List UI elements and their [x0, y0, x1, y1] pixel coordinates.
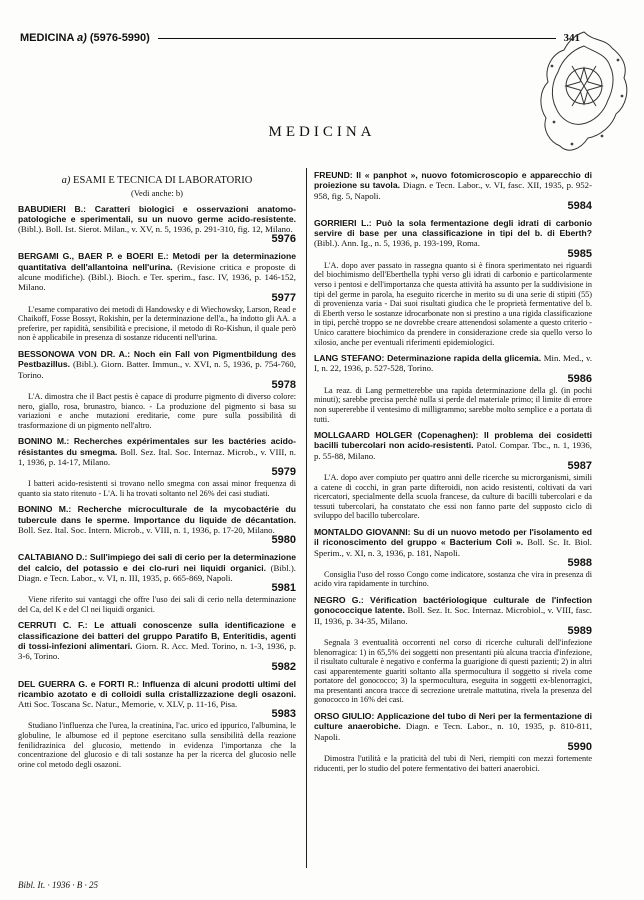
entry-title: Il « panphot », nuovo fotomicroscopio e apparecchio di proiezione su tavola.: [314, 170, 592, 191]
entry-author: MOLLGAARD HOLGER (Copenaghen):: [314, 430, 479, 441]
bibliography-entry: [314, 353, 592, 424]
entry-author: CERRUTI C. F.:: [18, 620, 88, 631]
entry-title: Noch ein Fall von Pigmentbildung des Pestbazillus.: [18, 349, 297, 370]
entry-number: 5990: [567, 740, 592, 753]
section-letter: a): [61, 175, 71, 186]
see-also-note: (Vedi anche: b): [131, 188, 183, 199]
entry-citation: [314, 711, 592, 742]
entry-author: BESSONOWA VON DR. A.:: [18, 349, 131, 360]
entry-citation: [18, 251, 296, 292]
entry-reference: Boll. Sc. It. Biol. Sperim., v. XI, n. 3, 1936, p. 181, Napoli.: [314, 537, 592, 558]
entry-title: Applicazione del tubo di Neri per la fermentazione di culture anaerobiche.: [314, 711, 593, 732]
bibliography-entry: [18, 504, 296, 546]
entry-reference: Boll. Sez. Ital. Soc. Intern. Microb., v. VIII, n. 1, 1936, p. 17-20, Milano.: [18, 524, 275, 535]
entry-title: Le attuali conoscenze sulla identificazione e classificazione dei batteri del gruppo Paratifo B, Enteritidis, agenti di tossi-infezioni alimentari.: [18, 620, 297, 651]
left-entry-list: [18, 204, 296, 770]
entry-title: Caratteri biologici e osservazioni anatomo-patologiche e sperimentali, su un nuovo germe acido-resistente.: [18, 203, 296, 224]
section-heading: [18, 176, 296, 186]
left-column: [18, 170, 296, 775]
entry-reference: Giorn. R. Acc. Med. Torino, n. 1-3, 1936, p. 3-6, Torino.: [18, 640, 296, 662]
entry-citation: [18, 504, 296, 535]
running-head-range: (5976-5990): [89, 32, 150, 44]
entry-reference: Patol. Compar. Tbc., n. 1, 1936, p. 55-88, Milano.: [314, 440, 592, 461]
entry-citation: [18, 204, 296, 235]
bibliography-entry: [314, 430, 592, 521]
entry-number: 5979: [271, 466, 296, 479]
entry-author: ORSO GIULIO:: [314, 711, 375, 722]
entry-abstract: L'A. dopo aver passato in rassegna quanto si è finora sperimentato nei riguardi del biochimismo dell'Eberthella typhi verso gli idrati di carbonio e particolarmente verso i pentosi e dell'importanza che questa attività ha assunto per la suddivisione in tipi del germe in parola, ha eseguito ricerche in merito su di una serie di stipiti (55) di provenienza varia - Dai suoi risultati giudica che le proprietà fermentative del b. di Eberth verso le sostanze idrocarbonate non si prestino a una rigida classificazione in tipi, perchè troppo se ne dovrebbe creare attenendosi solamente a questo criterio - Unico carattere biochimico da prendere in considerazione crede sia quello verso lo xilosio, anche per eventuali riferimenti epidemiologici.: [314, 260, 592, 347]
entry-reference: (Bibl.). Ann. Ig., n. 5, 1936, p. 193-199, Roma.: [314, 238, 480, 249]
entry-title: Può la sola fermentazione degli idrati di carbonio servire di base per una classificazione in tipi del b. di Eberth?: [314, 217, 593, 239]
entry-citation: [314, 527, 592, 558]
bibliography-entry: [18, 349, 296, 430]
entry-author: DEL GUERRA G. e FORTI R.:: [18, 678, 140, 689]
entry-reference: Min. Med., v. I, n. 22, 1936, p. 527-528, Torino.: [314, 353, 593, 374]
entry-author: NEGRO G.:: [314, 595, 364, 606]
entry-number: 5976: [271, 233, 296, 246]
entry-title: Il problema dei cosidetti bacilli tubercolari non acido-resistenti.: [314, 430, 592, 451]
entry-citation: [314, 430, 592, 461]
section-title: ESAMI E TECNICA DI LABORATORIO: [73, 175, 253, 186]
entry-abstract: Segnala 3 eventualità occorrenti nel corso di ricerche culturali dell'infezione blenorragica: 1) in 65,5% dei soggetti non presentanti più alcuna traccia d'infezione, il risultato culturale è negativo e conferma la guarigione di questi pazienti; 2) in altri casi apparentemente guariti soltanto alla spermocultura il soggetto si rivela come portatore del gonococco; 3) la spermocultura, eseguita in soggetti ex-blenorragici, ma presentanti ancora tracce di secrezione uretrale mattutina, rivela la presenza del gonococco in 16% dei casi.: [314, 637, 592, 705]
entry-number: 5984: [567, 199, 592, 212]
page-number: 341: [563, 32, 580, 44]
entry-title: Metodi per la determinazione quantitativa dell'allantoina nell'urina.: [18, 251, 296, 272]
entry-citation: [18, 349, 296, 380]
entry-number: 5978: [271, 378, 296, 391]
bibliography-entry: [314, 170, 592, 212]
bibliography-entry: [18, 620, 296, 672]
right-column: [314, 170, 592, 779]
entry-author: BABUDIERI B.:: [18, 203, 86, 214]
entry-reference: (Bibl.). Giorn. Batter. Immun., v. XVI, n. 5, 1936, p. 754-760, Torino.: [18, 359, 297, 380]
entry-author: BONINO M.:: [18, 504, 72, 515]
entry-abstract: Consiglia l'uso del rosso Congo come indicatore, sostanza che vira in presenza di acido vira rapidamente in turchino.: [314, 569, 592, 589]
bibliography-entry: [314, 218, 592, 347]
entry-author: FREUND:: [314, 170, 353, 180]
entry-reference: Boll. Sez. Ital. Soc. Internaz. Microb., v. VIII, n. 1, 1936, p. 14-17, Milano.: [18, 446, 296, 467]
entry-citation: [314, 218, 592, 249]
entry-reference: Boll. Sez. It. Soc. Internaz. Microbiol., v. VIII, fasc. II, 1936, p. 34-35, Milano.: [314, 605, 592, 626]
running-head-rule: [158, 38, 556, 39]
entry-abstract: Dimostra l'utilità e la praticità del tubi di Neri, riempiti con mezzi fortemente riducenti, per lo studio del potere fermentativo dei batteri anaerobici.: [314, 753, 592, 773]
entry-number: 5977: [271, 291, 296, 304]
entry-abstract: Viene riferito sui vantaggi che offre l'uso dei sali di cerio nella determinazione del Ca, del K e del Cl nei liquidi organici.: [18, 595, 296, 614]
page-footer: Bibl. It. · 1936 · B · 25: [18, 880, 98, 890]
entry-abstract: L'A. dopo aver compiuto per quattro anni delle ricerche su microrganismi, simili a catene di cocchi, in gran parte difteroidi, non acido resistenti, coltivati da vari ricercatori, specialmente della scuola francese, da culture di bacilli tubercolari e da tessuti tubercolari, ha constatato che essi non fanno parte del supposto ciclo di sviluppo del bacillo tubercolare.: [314, 472, 592, 521]
right-entry-list: [314, 170, 592, 773]
entry-author: MONTALDO GIOVANNI:: [314, 526, 411, 537]
entry-title: Determinazione rapida della glicemia.: [387, 353, 542, 364]
entry-reference: (Revisione critica e proposte di alcune modifiche). (Bibl.). Bioch. e Ter. sperim., fasc. IV, 1936, p. 146-152, Milano.: [18, 261, 296, 293]
entry-author: LANG STEFANO:: [314, 353, 385, 364]
entry-number: 5981: [271, 582, 296, 595]
bibliography-entry: [18, 204, 296, 246]
entry-number: 5987: [567, 459, 592, 472]
library-stamp-icon: [532, 26, 636, 162]
entry-reference: (Bibl.). Boll. Ist. Sierot. Milan., v. XV, n. 5, 1936, p. 291-310, fig. 12, Milano.: [18, 224, 293, 235]
running-head-subsection: a): [77, 32, 87, 44]
entry-reference: Atti Soc. Toscana Sc. Natur., Memorie, v. XLV, p. 11-16, Pisa.: [18, 699, 238, 710]
entry-title: Recherches expérimentales sur les bactéries acido-résistantes du smegma.: [18, 436, 297, 457]
entry-author: GORRIERI L.:: [314, 217, 372, 228]
entry-number: 5985: [567, 247, 592, 260]
entry-abstract: L'A. dimostra che il Bact pestis è capace di produrre pigmento di diverso colore: nero, giallo, rosa, brunastro, bianco. - La produzione del pigmento si basa su variazioni e anche mutazioni ereditarie, come pure sulla possibilità di trasformazione di un pigmento nell'altro.: [18, 391, 296, 430]
entry-abstract: L'esame comparativo dei metodi di Handowsky e di Wiechowsky, Larson, Read e Chaikoff, Fosse Bossyt, Rokishin, per la determinazione dell'a., ha indotto gli AA. a preferire, per rapidità, sensibilità e precisione, il metodo di Ro-Kishun, il quale però non è applicabile in presenza di sostanze riducenti nell'urina.: [18, 304, 296, 343]
entry-number: 5988: [567, 556, 592, 569]
entry-title: Vérification bactériologique culturale de l'infection gonococcique latente.: [314, 595, 592, 616]
entry-abstract: La reaz. di Lang permetterebbe una rapida determinazione della gl. (in pochi minuti); sarebbe precisa perchè nulla si perde del materiale primo; il limite di errore non supererebbe il ventesimo di milligrammo; sarebbe molto semplice e a portata di tutti.: [314, 385, 592, 424]
page-title: MEDICINA: [268, 124, 376, 140]
bibliography-entry: [18, 552, 296, 614]
entry-citation: [314, 595, 592, 626]
entry-number: 5989: [567, 624, 592, 637]
entry-citation: [18, 552, 296, 583]
entry-citation: [18, 679, 296, 710]
bibliography-entry: [18, 251, 296, 343]
running-head: [20, 32, 580, 44]
running-head-title: [20, 32, 150, 44]
entry-citation: [18, 436, 296, 467]
entry-number: 5986: [567, 372, 592, 385]
entry-title: Influenza di alcuni prodotti ultimi del ricambio azotato e di colloidi sulla cristallizzazione degli osazoni.: [18, 678, 297, 699]
entry-abstract: Studiano l'influenza che l'urea, la creatinina, l'ac. urico ed ippurico, l'albumina, le globuline, le albumose ed il peptone esercitano sulla sensibilità della reazione fenilidrazinica del glucosio, mettendo in evidenza l'importanza che la concentrazione del glucosio e di tali sostanze ha per la ricerca del glucosio nelle orine col metodo degli osazoni.: [18, 721, 296, 769]
bibliography-entry: [314, 711, 592, 773]
entry-title: Su di un nuovo metodo per l'isolamento ed il riconoscimento del gruppo « Bacterium Coli ».: [314, 526, 592, 548]
running-head-section: MEDICINA: [20, 32, 74, 44]
entry-citation: [314, 353, 592, 374]
entry-number: 5983: [271, 708, 296, 721]
entry-number: 5980: [271, 534, 296, 547]
entry-author: BONINO M.:: [18, 436, 70, 447]
entry-title: Sull'impiego dei sali di cerio per la determinazione del calcio, del potassio e dei clo-ruri nei liquidi organici.: [18, 552, 296, 573]
entry-reference: (Bibl.). Diagn. e Tecn. Labor., v. VI, n. III, 1935, p. 665-869, Napoli.: [18, 562, 296, 583]
bibliography-entry: [18, 436, 296, 498]
entry-author: CALTABIANO D.:: [18, 552, 88, 563]
bibliography-entry: [18, 679, 296, 770]
entry-abstract: I batteri acido-resistenti si trovano nello smegma con assai minor frequenza di quanto sia stato ritenuto - L'A. li ha trovati soltanto nel 26% dei casi studiati.: [18, 479, 296, 498]
entry-number: 5982: [271, 660, 296, 673]
entry-reference: Diagn. e Tecn. Labor., v. VI, fasc. XII, 1935, p. 952-958, fig. 5, Napoli.: [314, 180, 592, 201]
entry-citation: [18, 620, 296, 661]
entry-author: BERGAMI G., BAER P. e BOERI E.:: [18, 251, 169, 262]
entry-citation: [314, 170, 592, 201]
bibliography-entry: [314, 595, 592, 705]
bibliography-entry: [314, 527, 592, 589]
column-separator: [306, 168, 307, 868]
entry-reference: Diagn. e Tecn. Labor., n. 10, 1935, p. 810-811, Napoli.: [314, 721, 593, 742]
entry-title: Recherche microculturale de la mycobactérie du tubercule dans le sperme. Importance du liquide de décantation.: [18, 504, 296, 525]
